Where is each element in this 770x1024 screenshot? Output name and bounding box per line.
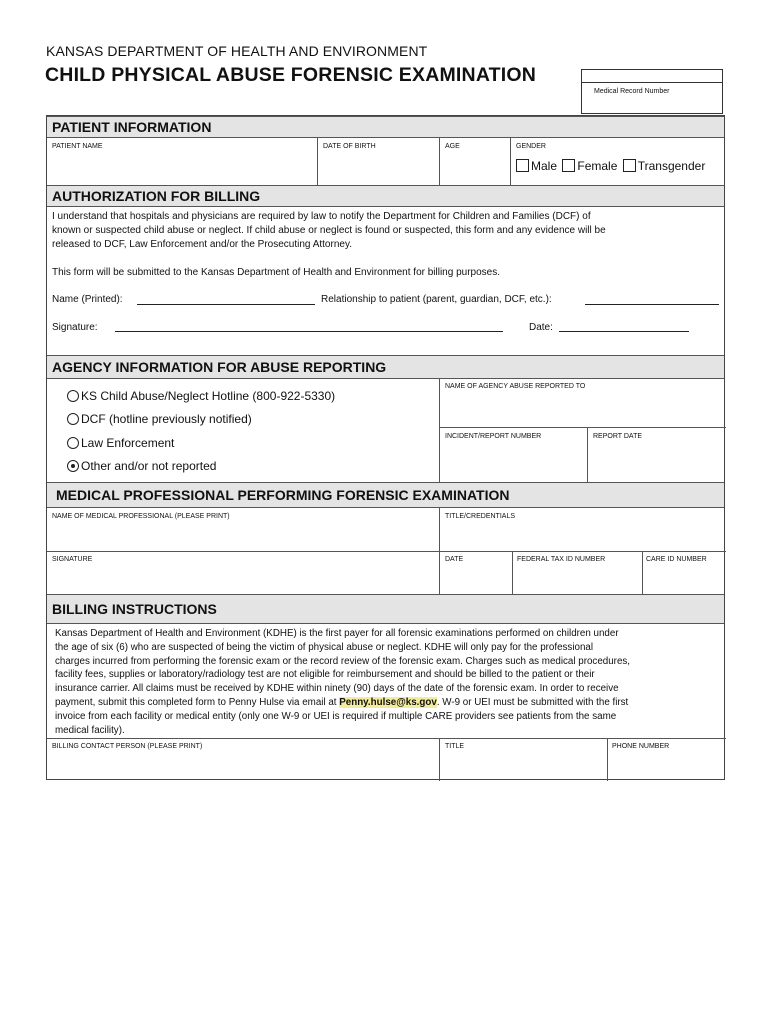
agency-option-law-enforcement[interactable] xyxy=(67,436,174,450)
federal-tax-id-input[interactable] xyxy=(517,565,637,591)
billing-line xyxy=(55,696,725,710)
divider xyxy=(439,738,440,781)
agency-option-other[interactable] xyxy=(67,459,216,473)
billing-line: invoice from each facility or medical entity (only one W-9 or UEI is required if multiple CARE providers see patients from the same xyxy=(55,710,617,722)
phone-number-input[interactable] xyxy=(612,752,720,776)
federal-tax-id-label: FEDERAL TAX ID NUMBER xyxy=(517,556,606,563)
agency-option-label: Law Enforcement xyxy=(81,436,175,450)
date-line[interactable] xyxy=(559,331,689,332)
incident-number-input[interactable] xyxy=(445,442,582,478)
agency-radio-dcf[interactable] xyxy=(67,413,79,425)
medical-professional-name-input[interactable] xyxy=(52,522,434,548)
date-label: Date: xyxy=(529,322,553,333)
agency-information-heading: AGENCY INFORMATION FOR ABUSE REPORTING xyxy=(47,355,724,379)
agency-option-hotline[interactable] xyxy=(67,389,335,403)
medical-signature-input[interactable] xyxy=(52,565,434,591)
gender-label: GENDER xyxy=(516,143,546,150)
divider xyxy=(47,551,726,552)
billing-instructions-heading: BILLING INSTRUCTIONS xyxy=(47,594,724,624)
billing-email-link[interactable]: Penny.hulse@ks.gov xyxy=(339,696,437,708)
agency-option-dcf[interactable] xyxy=(67,412,252,426)
medical-professional-name-label: NAME OF MEDICAL PROFESSIONAL (PLEASE PRINT) xyxy=(52,513,230,520)
agency-name-label: NAME OF AGENCY ABUSE REPORTED TO xyxy=(445,383,586,390)
billing-contact-input[interactable] xyxy=(52,752,434,776)
report-date-label: REPORT DATE xyxy=(593,433,643,440)
form-title: CHILD PHYSICAL ABUSE FORENSIC EXAMINATION xyxy=(45,64,537,86)
medical-record-number-field[interactable] xyxy=(581,69,723,114)
billing-line: Kansas Department of Health and Environment (KDHE) is the first payer for all forensic examinations performed on children under xyxy=(55,628,619,639)
date-of-birth-input[interactable] xyxy=(323,151,433,183)
billing-line: charges incurred from performing the forensic exam or the record review of the forensic exam. Charges such as medical procedures, xyxy=(55,655,631,667)
gender-male-checkbox[interactable] xyxy=(516,159,529,172)
authorization-billing-note: This form will be submitted to the Kansas Department of Health and Environment for billing purposes. xyxy=(52,267,500,278)
department-name: KANSAS DEPARTMENT OF HEALTH AND ENVIRONMENT xyxy=(46,43,428,59)
divider xyxy=(317,138,318,186)
divider xyxy=(439,427,726,428)
name-printed-label: Name (Printed): xyxy=(52,294,123,305)
agency-option-label: KS Child Abuse/Neglect Hotline (800-922-5330) xyxy=(81,389,336,403)
gender-transgender-label: Transgender xyxy=(637,159,706,173)
title-credentials-label: TITLE/CREDENTIALS xyxy=(445,513,516,520)
title-credentials-input[interactable] xyxy=(445,522,720,548)
gender-female-checkbox[interactable] xyxy=(562,159,575,172)
medical-record-number-top-cell xyxy=(582,70,722,83)
patient-information-heading: PATIENT INFORMATION xyxy=(47,116,724,138)
divider xyxy=(47,738,726,739)
billing-line-text: . W-9 or UEI must be submitted with the first xyxy=(436,696,629,708)
agency-radio-hotline[interactable] xyxy=(67,390,79,402)
divider xyxy=(510,138,511,186)
gender-options xyxy=(516,159,705,173)
age-label: AGE xyxy=(445,143,460,150)
divider xyxy=(512,551,513,594)
patient-name-label: PATIENT NAME xyxy=(52,143,103,150)
divider xyxy=(439,379,440,482)
billing-instructions-text xyxy=(55,627,725,737)
divider xyxy=(607,738,608,781)
medical-date-input[interactable] xyxy=(445,565,507,591)
authorization-paragraph-line3: released to DCF, Law Enforcement and/or the Prosecuting Attorney. xyxy=(52,239,352,250)
billing-title-input[interactable] xyxy=(445,752,602,776)
divider xyxy=(642,551,643,594)
billing-line: medical facility). xyxy=(55,724,125,736)
gender-transgender-checkbox[interactable] xyxy=(623,159,636,172)
agency-radio-law-enforcement[interactable] xyxy=(67,437,79,449)
billing-contact-label: BILLING CONTACT PERSON (PLEASE PRINT) xyxy=(52,743,203,750)
medical-date-label: DATE xyxy=(445,556,464,563)
signature-label: Signature: xyxy=(52,322,98,333)
signature-line[interactable] xyxy=(115,331,503,332)
agency-name-input[interactable] xyxy=(445,392,720,424)
authorization-paragraph-line1: I understand that hospitals and physicians are required by law to notify the Department for Children and Families (DCF) of xyxy=(52,211,591,222)
billing-title-label: TITLE xyxy=(445,743,465,750)
agency-radio-other[interactable] xyxy=(67,460,79,472)
agency-option-label: DCF (hotline previously notified) xyxy=(81,412,252,426)
age-input[interactable] xyxy=(445,151,505,183)
medical-professional-heading: MEDICAL PROFESSIONAL PERFORMING FORENSIC EXAMINATION xyxy=(47,482,724,508)
billing-line: the age of six (6) who are suspected of being the victim of physical abuse or neglect. KDHE will only pay for the professional xyxy=(55,641,594,653)
care-id-label: CARE ID NUMBER xyxy=(646,556,707,563)
incident-number-label: INCIDENT/REPORT NUMBER xyxy=(445,433,542,440)
divider xyxy=(439,138,440,186)
name-printed-line[interactable] xyxy=(137,304,315,305)
relationship-line[interactable] xyxy=(585,304,719,305)
gender-male-label: Male xyxy=(531,159,558,173)
divider xyxy=(587,427,588,482)
relationship-label: Relationship to patient (parent, guardian, DCF, etc.): xyxy=(321,294,552,305)
authorization-paragraph-line2: known or suspected child abuse or neglect. If child abuse or neglect is found or suspected, this form and any evidence will be xyxy=(52,225,606,236)
form-frame xyxy=(46,115,725,780)
medical-record-number-label: Medical Record Number xyxy=(594,88,670,95)
patient-name-input[interactable] xyxy=(52,151,312,183)
gender-female-label: Female xyxy=(577,159,618,173)
authorization-heading: AUTHORIZATION FOR BILLING xyxy=(47,185,724,207)
report-date-input[interactable] xyxy=(593,442,720,478)
care-id-input[interactable] xyxy=(646,565,721,591)
agency-option-label: Other and/or not reported xyxy=(81,459,217,473)
billing-line-text: payment, submit this completed form to Penny Hulse via email at xyxy=(55,696,340,708)
billing-line: insurance carrier. All claims must be received by KDHE within ninety (90) days of the date of the forensic exam. In order to receive xyxy=(55,683,619,695)
date-of-birth-label: DATE OF BIRTH xyxy=(323,143,376,150)
medical-signature-label: SIGNATURE xyxy=(52,556,93,563)
phone-number-label: PHONE NUMBER xyxy=(612,743,670,750)
billing-line: facility fees, supplies or laboratory/radiology test are not eligible for reimbursement and should be billed to the patient or their xyxy=(55,669,595,681)
